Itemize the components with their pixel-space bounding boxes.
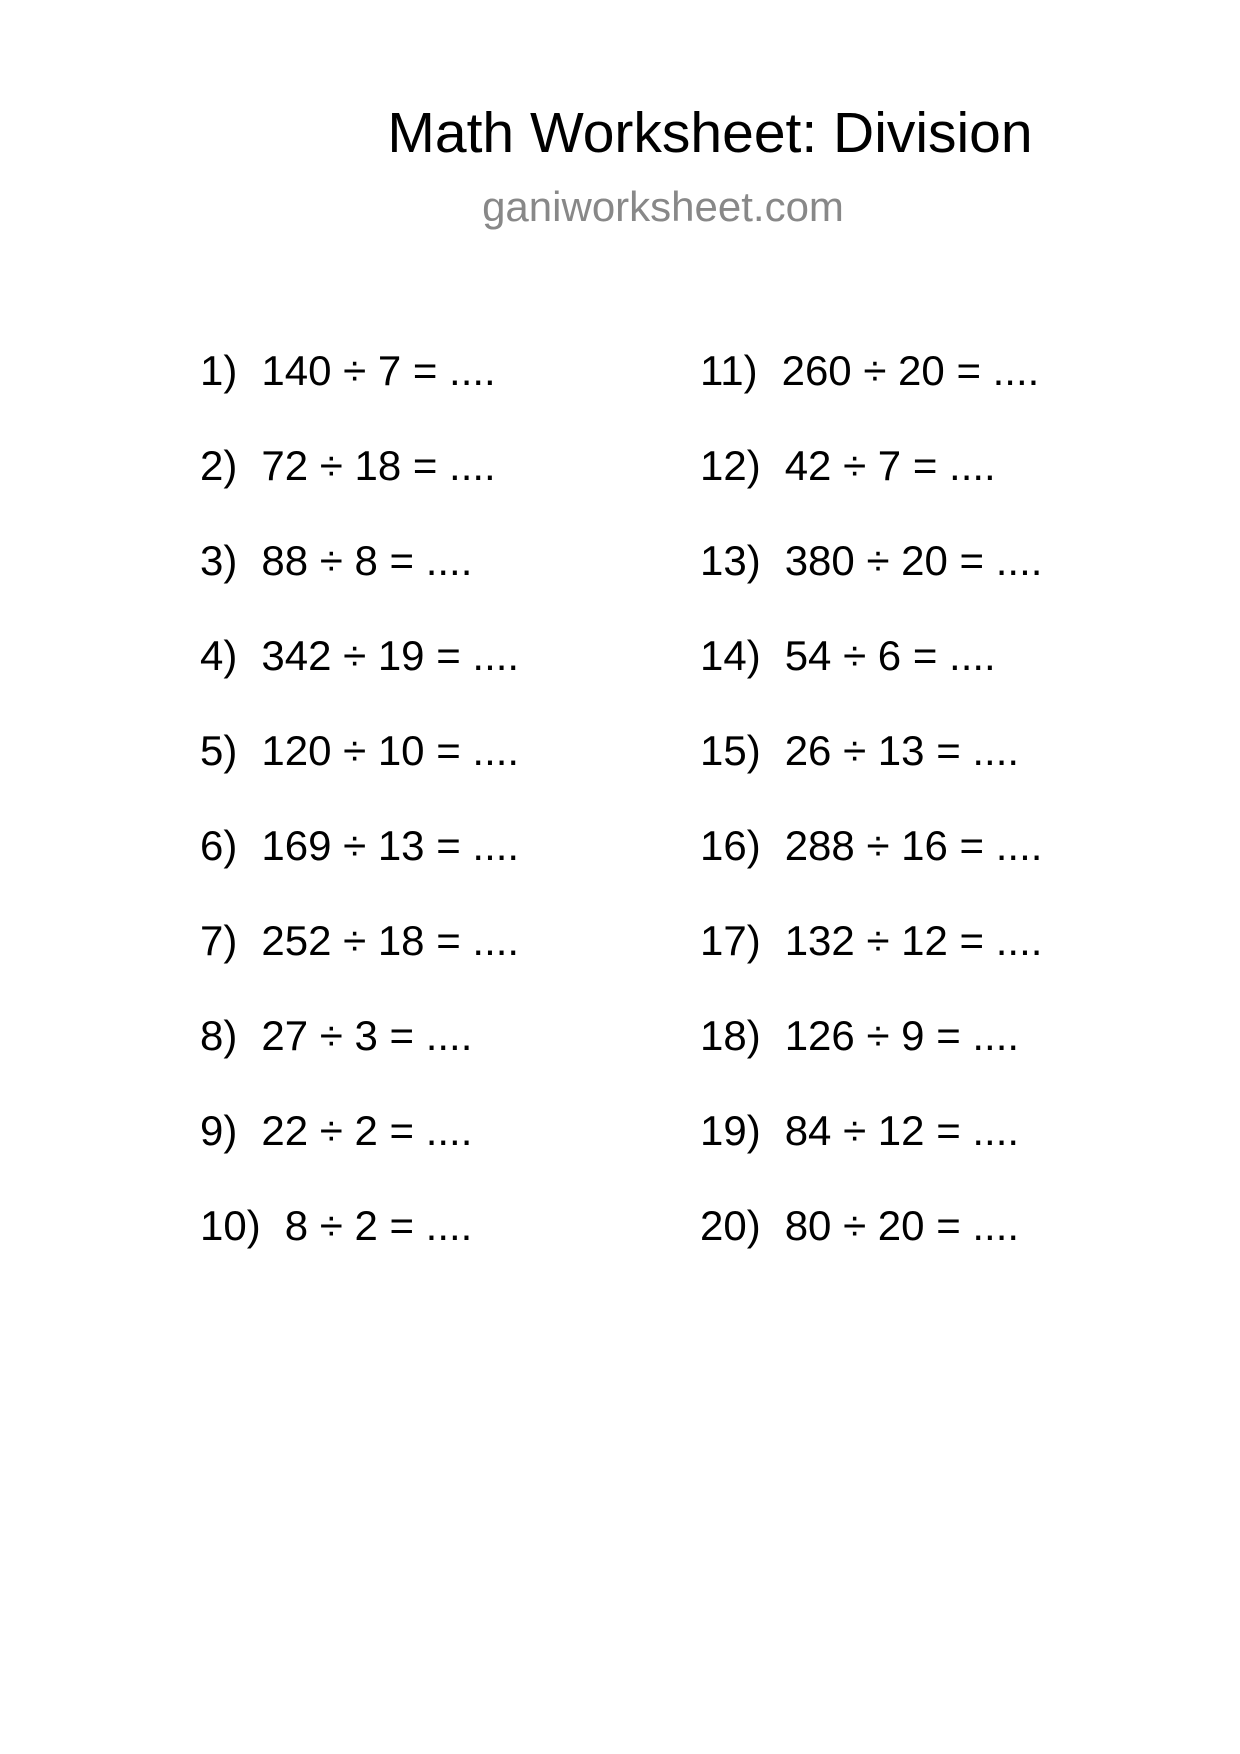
- problem-item: [200, 1201, 519, 1296]
- problem-number: 19): [700, 1107, 761, 1154]
- problem-item: [700, 726, 1042, 821]
- problem-item: [200, 821, 519, 916]
- problem-number: 9): [200, 1107, 238, 1154]
- problem-number: 7): [200, 917, 238, 964]
- problem-item: [200, 441, 519, 536]
- problem-number: 11): [700, 347, 758, 394]
- problem-number: 14): [700, 632, 761, 679]
- problem-number: 12): [700, 442, 761, 489]
- problems-column-left: [200, 346, 519, 1296]
- problem-number: 13): [700, 537, 761, 584]
- problem-expression: 126 ÷ 9 = ....: [784, 1012, 1020, 1059]
- problem-item: [700, 441, 1042, 536]
- problem-item: [700, 1011, 1042, 1106]
- problem-item: [200, 1106, 519, 1201]
- problem-item: [700, 1106, 1042, 1201]
- problem-expression: 140 ÷ 7 = ....: [261, 347, 496, 394]
- problem-expression: 84 ÷ 12 = ....: [784, 1107, 1020, 1154]
- problem-expression: 80 ÷ 20 = ....: [784, 1202, 1020, 1249]
- problem-item: [200, 346, 519, 441]
- problem-expression: 342 ÷ 19 = ....: [261, 632, 520, 679]
- problem-item: [700, 821, 1042, 916]
- problem-number: 16): [700, 822, 761, 869]
- worksheet-title: Math Worksheet: Division: [387, 101, 1033, 165]
- problem-expression: 26 ÷ 13 = ....: [784, 727, 1020, 774]
- problem-expression: 88 ÷ 8 = ....: [261, 537, 473, 584]
- problem-expression: 27 ÷ 3 = ....: [261, 1012, 473, 1059]
- website-url: ganiworksheet.com: [482, 183, 844, 230]
- problem-expression: 120 ÷ 10 = ....: [261, 727, 520, 774]
- problem-expression: 132 ÷ 12 = ....: [784, 917, 1043, 964]
- problem-expression: 22 ÷ 2 = ....: [261, 1107, 473, 1154]
- problem-number: 4): [200, 632, 238, 679]
- problem-expression: 380 ÷ 20 = ....: [784, 537, 1043, 584]
- problem-number: 1): [200, 347, 238, 394]
- problem-item: [700, 346, 1042, 441]
- problem-item: [700, 631, 1042, 726]
- problem-number: 20): [700, 1202, 761, 1249]
- problem-number: 2): [200, 442, 238, 489]
- problem-number: 8): [200, 1012, 238, 1059]
- problem-expression: 8 ÷ 2 = ....: [284, 1202, 473, 1249]
- problem-number: 10): [200, 1202, 261, 1249]
- problem-item: [200, 916, 519, 1011]
- problem-expression: 169 ÷ 13 = ....: [261, 822, 520, 869]
- problem-number: 17): [700, 917, 761, 964]
- problem-number: 5): [200, 727, 238, 774]
- problem-expression: 72 ÷ 18 = ....: [261, 442, 496, 489]
- problem-item: [200, 726, 519, 821]
- problem-number: 15): [700, 727, 761, 774]
- problem-item: [700, 1201, 1042, 1296]
- problems-column-right: [700, 346, 1042, 1296]
- problem-number: 3): [200, 537, 238, 584]
- problem-item: [700, 536, 1042, 631]
- problem-item: [200, 536, 519, 631]
- problem-number: 18): [700, 1012, 761, 1059]
- problem-number: 6): [200, 822, 238, 869]
- problem-expression: 252 ÷ 18 = ....: [261, 917, 520, 964]
- problem-expression: 54 ÷ 6 = ....: [784, 632, 996, 679]
- problem-item: [700, 916, 1042, 1011]
- problem-expression: 260 ÷ 20 = ....: [781, 347, 1040, 394]
- problem-item: [200, 631, 519, 726]
- problem-expression: 288 ÷ 16 = ....: [784, 822, 1043, 869]
- problem-expression: 42 ÷ 7 = ....: [784, 442, 996, 489]
- problem-item: [200, 1011, 519, 1106]
